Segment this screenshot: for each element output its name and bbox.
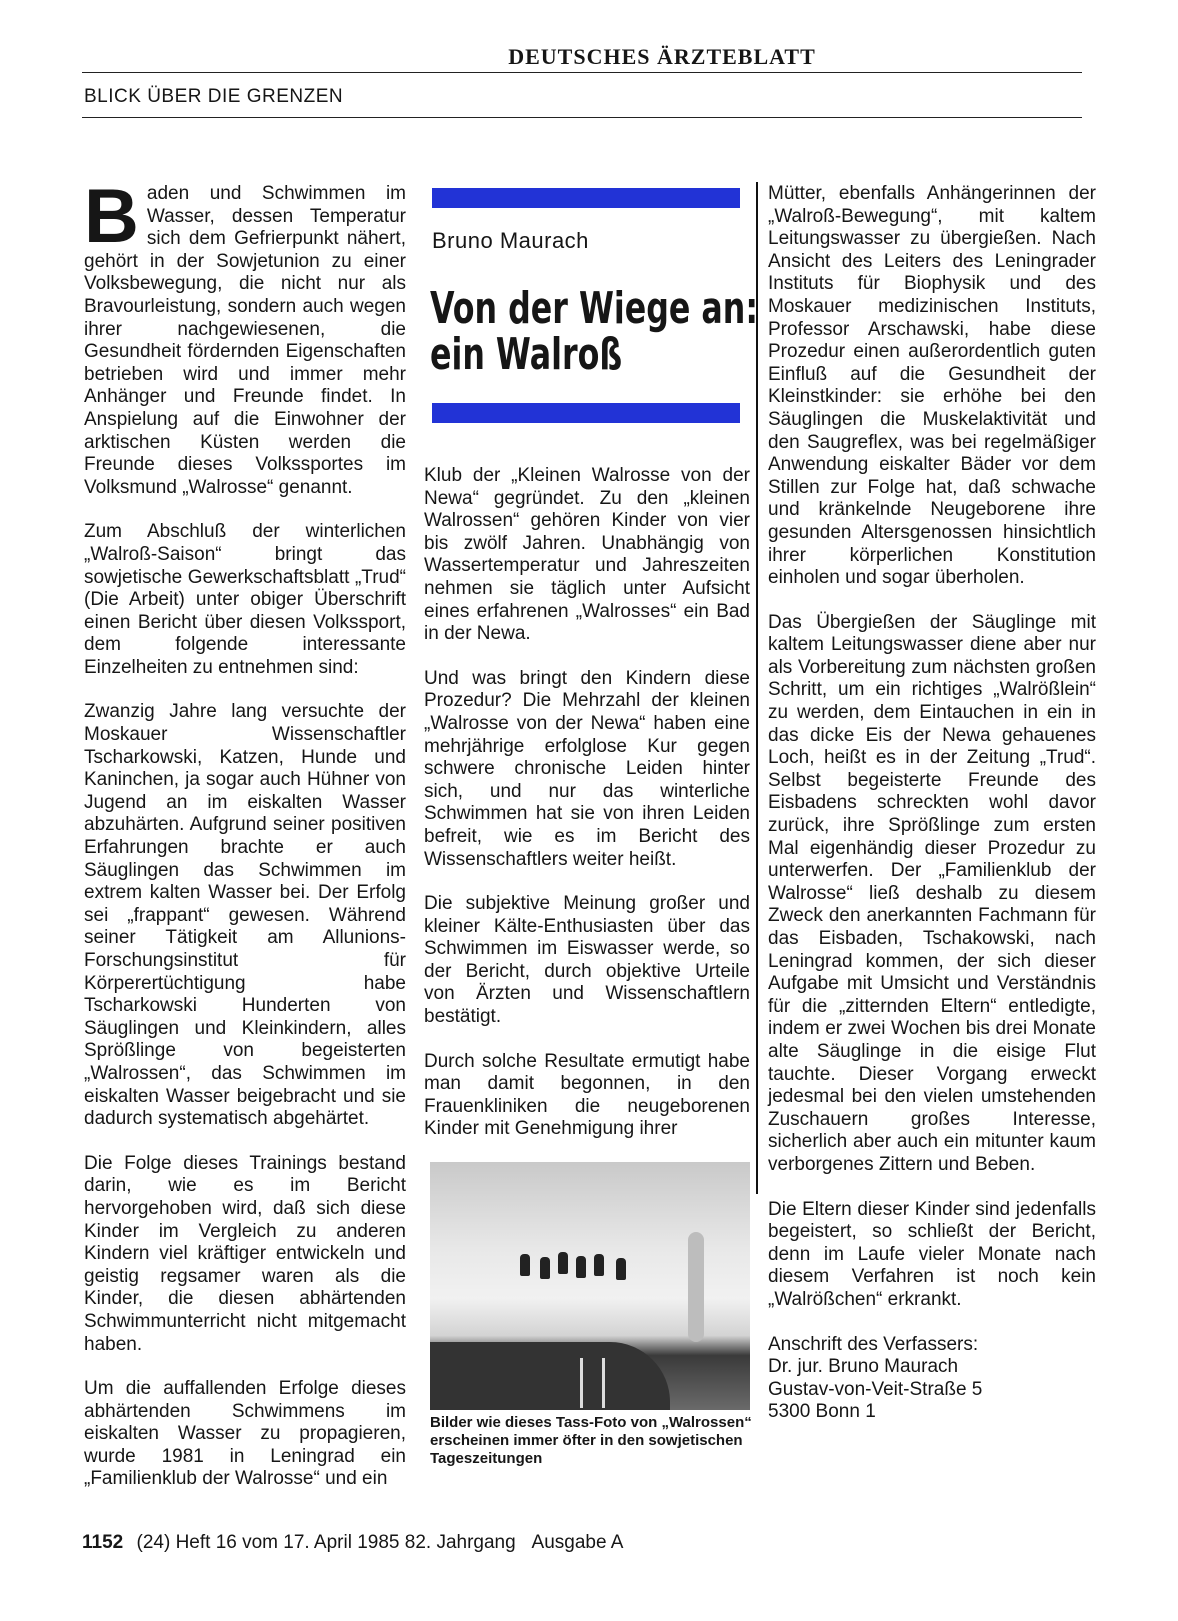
masthead: DEUTSCHES ÄRZTEBLATT: [508, 44, 816, 69]
edition-label: Ausgabe A: [531, 1532, 624, 1553]
article-column-3: [768, 183, 1096, 1424]
news-photo: [430, 1162, 750, 1410]
headline-line-1: Von der Wiege an:: [430, 283, 759, 334]
drop-cap: B: [84, 174, 139, 259]
paragraph: Zwanzig Jahre lang versuchte der Moskauer Wissenschaftler Tscharkowski, Katzen, Hunde und Kaninchen, ja sogar auch Hühner von Jugend an im eiskalten Wasser abzuhärten. Aufgrund seiner positiven Erfahrungen brachte er auch Säuglingen das Schwimmen im extrem kalten Wasser bei. Der Erfolg sei „frappant“ gewesen. Während seiner Tätigkeit am Allunions-Forschungsinstitut für Körperertüchtigung habe Tscharkowski Hunderten von Säuglingen und Kleinkindern, alles Sprößlinge von begeisterten „Walrossen“, das Schwimmen im eiskalten Wasser beigebracht und sie dadurch systematisch abgehärtet.: [84, 701, 406, 1130]
paragraph: Die Folge dieses Trainings bestand darin, wie es im Bericht hervorgehoben wird, daß sich diese Kinder im Vergleich zu anderen Kindern viel kräftiger entwickeln und geistig regsamer waren als die Kinder, die diesen abhärtenden Schwimmunterricht nicht mitgemacht haben.: [84, 1152, 406, 1355]
paragraph: Mütter, ebenfalls Anhängerinnen der „Walroß-Bewegung“, mit kaltem Leitungswasser zu übergießen. Nach Ansicht des Leiters des Leningrader Instituts für Biophysik und des Moskauer medizinischen Instituts, Professor Arschawski, habe diese Prozedur einen außerordentlich guten Einfluß auf die Gesundheit der Kleinstkinder: sie erhöhe bei den Säuglingen die Muskelaktivität und den Saugreflex, was bei regelmäßiger Anwendung eiskalter Bäder vor dem Stillen zur Folge hat, daß schwache und kränkelnde Neugeborene ihre gesunden Altersgenossen hinsichtlich ihrer körperlichen Konstitution einholen und sogar überholen.: [768, 183, 1096, 589]
paragraph: Das Übergießen der Säuglinge mit kaltem Leitungswasser diene aber nur als Vorbereitung zum nächsten großen Schritt, um ein richtiges „Walrößlein“ zu werden, dem Eintauchen in ein in das dicke Eis der Newa gehauenes Loch, heißt es in der Zeitung „Trud“. Selbst begeisterte Freunde des Eisbadens schreckten wohl davor zurück, ihre Sprößlinge zum ersten Mal eigenhändig dieser Prozedur zu unterwerfen. Der „Familienklub der Walrosse“ ließ deshalb zu diesem Zweck den anerkannten Fachmann für das Eisbaden, Tschakowski, nach Leningrad kommen, der sich dieser Aufgabe mit Umsicht und Verständnis für die „zitternden Eltern“ entledigte, indem er zwei Wochen bis drei Monate alte Säuglinge in die eisige Flut tauchte. Dieser Vorgang erweckt jedesmal bei den vielen umstehenden Zuschauern großes Interesse, sicherlich aber auch ein mitunter kaum verborgenes Zittern und Beben.: [768, 611, 1096, 1175]
address-street: Gustav-von-Veit-Straße 5: [768, 1378, 983, 1400]
paragraph: Klub der „Kleinen Walrosse von der Newa“ gegründet. Zu den „kleinen Walrossen“ gehören Kinder von vier bis zwölf Jahren. Unabhängig von Wassertemperatur und Jahreszeiten nehmen sie täglich unter Aufsicht eines erfahrenen „Walrosses“ ein Bad in der Newa.: [424, 465, 750, 645]
paragraph: Baden und Schwimmen im Wasser, dessen Temperatur sich dem Gefrierpunkt nähert, gehört in der Sowjetunion zu einer Volksbewegung, die nicht nur als Bravourleistung, sondern auch wegen ihrer nachgewiesenen, die Gesundheit fördernden Eigenschaften betrieben wird und immer mehr Anhänger und Freunde findet. In Anspielung auf die Einwohner der arktischen Küsten werden die Freunde dieses Volkssportes im Volksmund „Walrosse“ genannt.: [84, 174, 406, 498]
masthead-rule: [82, 72, 1082, 73]
title-accent-bar-top: [432, 188, 740, 208]
page-number: 1152: [82, 1532, 124, 1553]
address-name: Dr. jur. Bruno Maurach: [768, 1356, 959, 1378]
paragraph: Die subjektive Meinung großer und kleiner Kälte-Enthusiasten über das Schwimmen im Eiswasser werde, so der Bericht, durch objektive Urteile von Ärzten und Wissenschaftlern bestätigt.: [424, 893, 750, 1028]
photo-ice-hole: [430, 1342, 670, 1410]
author-name: Bruno Maurach: [432, 228, 589, 253]
photo-figure: [520, 1254, 530, 1276]
photo-figure: [540, 1257, 550, 1279]
paragraph: Durch solche Resultate ermutigt habe man damit begonnen, in den Frauenkliniken die neugeborenen Kinder mit Genehmigung ihrer: [424, 1050, 750, 1140]
photo-ladder-rail: [580, 1358, 583, 1408]
headline-line-2: ein Walroß: [430, 329, 623, 380]
paragraph: Um die auffallenden Erfolge dieses abhärtenden Schwimmens im eiskalten Wasser zu propagieren, wurde 1981 in Leningrad ein „Familienklub der Walrosse“ und ein: [84, 1378, 406, 1490]
photo-figure: [558, 1252, 568, 1274]
paragraph: Die Eltern dieser Kinder sind jedenfalls begeistert, so schließt der Bericht, denn im Laufe vieler Monate nach diesem Verfahren ist noch kein „Walrößchen“ erkrankt.: [768, 1198, 1096, 1310]
address-label: Anschrift des Verfassers:: [768, 1333, 979, 1355]
author-address: [768, 1334, 1096, 1424]
section-label: BLICK ÜBER DIE GRENZEN: [84, 86, 344, 107]
issue-info: (24) Heft 16 vom 17. April 1985 82. Jahrgang: [136, 1532, 516, 1553]
photo-ladder-rail: [602, 1358, 605, 1408]
page-footer: [82, 1532, 623, 1554]
section-rule: [82, 117, 1082, 118]
photo-standing-figure: [688, 1232, 704, 1342]
photo-caption: Bilder wie dieses Tass-Foto von „Walrossen“ erscheinen immer öfter in den sowjetischen Tageszeitungen: [430, 1414, 752, 1467]
title-accent-bar-bottom: [432, 403, 740, 423]
photo-figure: [594, 1254, 604, 1276]
article-headline: [430, 283, 759, 380]
paragraph: Zum Abschluß der winterlichen „Walroß-Saison“ bringt das sowjetische Gewerkschaftsblatt „Trud“ (Die Arbeit) unter obiger Überschrift einen Bericht über diesen Volkssport, dem folgende interessante Einzelheiten zu entnehmen sind:: [84, 521, 406, 678]
photo-figure: [576, 1256, 586, 1278]
address-city: 5300 Bonn 1: [768, 1401, 876, 1423]
article-column-2: [424, 465, 750, 1163]
photo-figure: [616, 1258, 626, 1280]
paragraph: Und was bringt den Kindern diese Prozedur? Die Mehrzahl der kleinen „Walrosse von der Newa“ haben eine mehrjährige erfolglose Kur gegen schwere chronische Leiden hinter sich, und nur das winterliche Schwimmen hat sie von ihren Leiden befreit, wie es im Bericht des Wissenschaftlers weiter heißt.: [424, 667, 750, 870]
article-column-1: [84, 174, 406, 1513]
